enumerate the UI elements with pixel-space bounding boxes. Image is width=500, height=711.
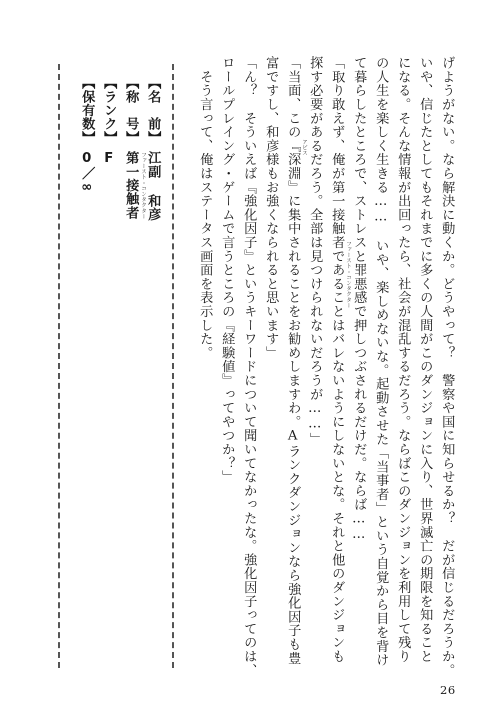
status-row-holdings (80, 76, 93, 195)
status-value-name: 江副 和彦 (145, 150, 161, 221)
narrative-line-5: て暮らしたところで、ストレスと罪悪感で押しつぶされるだけだ。ならば…… (351, 56, 367, 543)
narrative-line-2: いや、信じたとしてもそれまでに多くの人間がこのダンジョンに入り、世界滅亡の期限を知ること (417, 56, 433, 664)
ruby-first-contact: ファースト・コンタクター (345, 241, 351, 309)
status-row-name (146, 76, 159, 221)
status-label-name: 【名 前】 (145, 76, 161, 145)
status-row-rank (102, 76, 115, 166)
status-label-title: 【称 号】 (123, 76, 139, 145)
narrative-line-3: になる。そんな情報が出回ったら、社会が混乱するだろう。ならばこのダンジョンを利用して残り (395, 56, 411, 664)
narrative-line-7: 探す必要があるだろう。全部は見つけられないだろうが……」 (307, 56, 323, 446)
narrative-line-6: 「取り敢えず、俺が第一接触者であることはバレないようにしないとな。それと他のダンジョンも (329, 56, 345, 664)
status-rule-left (58, 64, 60, 668)
narrative-line-11: ロールプレイング・ゲームで言うところの『経験値』ってやつか？」 (219, 56, 235, 484)
page-number: 26 (440, 683, 456, 697)
narrative-line-1: げようがない。なら解決に動くか。どうやって？ 警察や国に知らせるか？ だが信じるだろうか。 (439, 56, 455, 677)
narrative-line-8: 「当面、この『深淵』に集中されることをお勧めしますわ。Aランクダンジョンなら強化因子も豊 (285, 56, 301, 665)
status-value-holdings: 0／∞ (79, 150, 95, 196)
status-rule-right (172, 64, 174, 668)
narrative-line-9: 富ですし、和彦様もお強くなられると思います」 (263, 56, 279, 360)
narrative-line-4: の人生を楽しく生きる…… いや、楽しめないな。起動させた「当事者」という自覚から目を背け (373, 56, 389, 667)
ruby-status-title: ファースト・コンタクター (140, 152, 146, 220)
status-label-holdings: 【保有数】 (79, 76, 95, 145)
status-row-title (124, 76, 137, 219)
status-label-rank: 【ランク】 (101, 76, 117, 145)
ruby-abyss: アビス (301, 139, 307, 156)
status-value-rank: F (101, 150, 117, 166)
narrative-line-10: 「ん？ そういえば『強化因子』というキーワードについて聞いてなかったな。強化因子ってのは、 (241, 56, 257, 677)
narrative-line-12: そう言って、俺はステータス画面を表示した。 (197, 56, 213, 360)
status-value-title: 第一接触者 (123, 150, 139, 219)
